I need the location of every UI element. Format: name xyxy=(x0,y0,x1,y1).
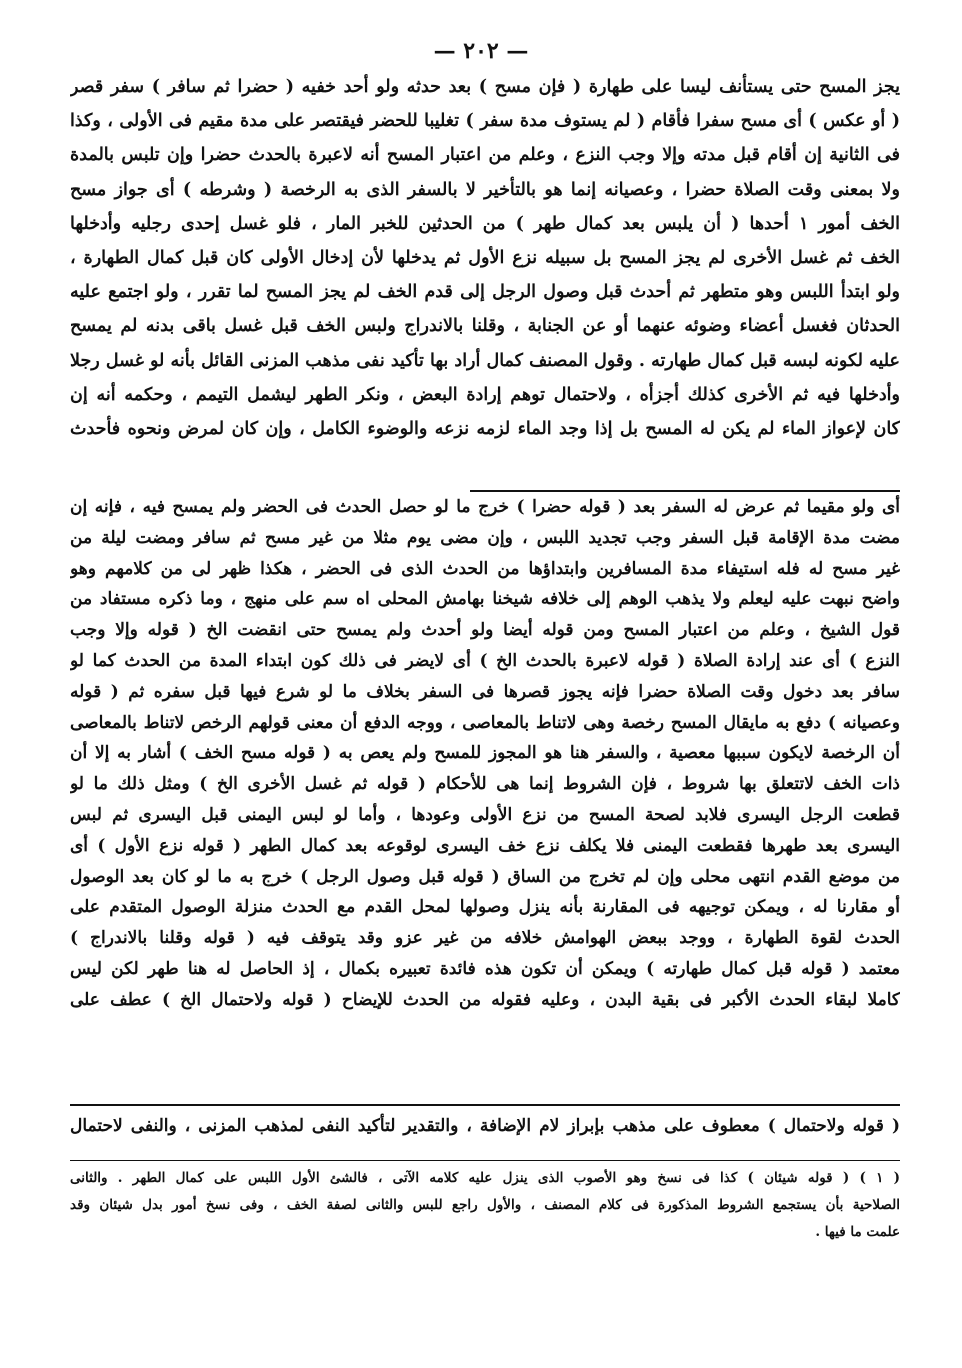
main-text-line: كان لإعواز الماء لم يكن له المسح بل إذا وجد الماء لزمه نزعه والوضوء الكامل ، وإن كان لمرض ونحوه فأحدث xyxy=(70,418,900,439)
commentary-line: الحدث لقوة الطهارة ، ووجد ببعض الهوامش خلافه من غير عزو وقد يتوقف فيه ( قوله وقلنا بالاندراج ) xyxy=(70,928,900,949)
footnote-line: الصلاحية بأن يستجمع الشروط المذكورة فى كلام المصنف ، والأول راجع للبس والثانى لصفة الخف ، وفى نسخ أمور بدل شيئان وقد xyxy=(70,1197,900,1213)
commentary-line: أى ولو مقيما ثم عرض له السفر بعد ( قوله حضرا ) خرج ما لو حصل الحدث فى الحضر ولم يمسح فيه ، فإنه إن xyxy=(70,497,900,517)
commentary-text-block xyxy=(70,492,900,1016)
continuation-line: ( قوله ولاحتمال ) معطوف على مذهب بإبراز لام الإضافة ، والتقدير لتأكيد النفى لمذهب المزنى ، والنفى لاحتمال xyxy=(70,1116,900,1136)
commentary-line: أن الرخصة لايكون سببها معصية ، والسفر هنا هو المجوز للمسح ولم يعص به ( قوله مسح الخف ) أشار به إلا أن xyxy=(70,743,900,764)
main-text-line: الخف ثم غسل الأخرى لم يجز المسح بل سبيله نزع الأول ثم يدخلها لأن إدخال الأولى كان قبل كمال الطهارة ، xyxy=(70,247,900,268)
footnote-line: علمت ما فيها . xyxy=(815,1224,900,1240)
commentary-line: سافر بعد دخول وقت الصلاة حضرا فإنه يجوز قصرها فى السفر بخلاف ما لو شرع فيها قبل سفره ثم ( قوله xyxy=(70,681,900,702)
main-text-line: ( أو عكس ) أى مسح سفرا فأقام ( لم يستوف مدة سفر ) تغليبا للحضر فيقتصر على مدة مقيم فى الأولى ، وكذا xyxy=(70,111,900,132)
continuation-text-block xyxy=(70,1108,900,1144)
main-text-line: الحدثان فغسل أعضاء وضوئه عنهما أو عن الجنابة ، وقلنا بالاندراج ولبس الخف قبل غسل باقى بدنه لم يمسح xyxy=(70,316,900,337)
commentary-line: قطعت الرجل اليسرى فلابد لصحة المسح من نزع الأولى وعودها ، وأما لو لبس اليمنى قبل اليسرى ثم لبس xyxy=(70,804,900,825)
commentary-line: كاملا لبقاء الحدث الأكبر فى بقية البدن ، وعليه فقوله من الحدث للإيضاح ( قوله ولاحتمال الخ ) عطف على xyxy=(70,989,900,1010)
commentary-line: مضت مدة الإقامة قبل السفر وجب تجديد اللبس ، وإن مضى يوم مثلا من غير مسح ثم سافر ومضت ليلة من xyxy=(70,527,900,548)
commentary-line: معتمد ( قوله قبل كمال طهارته ) ويمكن أن تكون هذه فائدة تعبيره بكمال ، إذ الحاصل له هنا طهر لكن ليس xyxy=(70,958,900,979)
main-text-line: ولو ابتدأ اللبس وهو متطهر ثم أحدث قبل وصول الرجل إلى قدم الخف لم يجز المسح لما تقرر ، ولو اجتمع عليه xyxy=(70,282,900,303)
commentary-line: من موضع القدم انتهى محلى وإن لم تخرج من الساق ( قوله قبل وصول الرجل ) خرج به ما لو كان بعد الوصول xyxy=(70,866,900,887)
commentary-line: أو مقارنا له ، ويمكن توجيهه فى المقارنة بأنه ينزل وصولها لمحل القدم مع الحدث منزلة الوصول المتقدم على xyxy=(70,897,900,918)
main-text-line: الخف أمور ١ أحدها ( أن يلبس بعد كمال طهر ) من الحدثين للخبر المار ، فلو غسل إحدى رجليه وأدخلها xyxy=(70,213,900,234)
commentary-line: قول الشيخ ، وعلم من اعتبار المسح ومن قوله أيضا ولو أحدث ولم يمسح حتى انقضت الخ ( قوله وإلا وجب xyxy=(70,620,900,641)
commentary-line: اليسرى بعد طهرها فقطعت اليمنى فلا يكلف نزع خف اليسرى لوقوعه بعد كمال الطهر ( قوله نزع الأول ) أى xyxy=(70,835,900,856)
main-text-line: عليه لكونه لبسه قبل كمال طهارته . وقول المصنف كمال أراد بها تأكيد نفى مذهب المزنى القائل بأنه لو غسل رجلا xyxy=(70,350,900,371)
main-text-block xyxy=(70,70,900,446)
commentary-line: غير مسح له فله استيفاء مدة المسافرين وابتداؤها من الحدث الذى فى الحضر ، هكذا ظهر لى من كلامهم وهو xyxy=(70,558,900,579)
main-text-line: فى الثانية إن أقام قبل مدته وإلا وجب النزع ، وعلم من اعتبار المسح أنه لاعبرة بالحدث حضرا وإن تلبس بالمدة xyxy=(70,145,900,166)
page-number: — ٢٠٢ — xyxy=(433,38,529,64)
commentary-line: وعصيانه ) دفع به مايقال المسح رخصة وهى لاتناط بالمعاصى ، ووجه الدفع أن معنى قولهم الرخص لاتناط بالمعاصى xyxy=(70,712,900,733)
commentary-line: ذات الخف لاتتعلق بها شروط ، فإن الشروط إنما هى للأحكام ( قوله ثم غسل الأخرى الخ ) ومثل ذلك ما لو xyxy=(70,774,900,795)
commentary-line: واضح نبهت عليه ليعلم ولا يذهب الوهم إلى خلافه شيخنا بهامش المحلى اه سم على منهج ، وما ذكره مستفاد من xyxy=(70,589,900,610)
section-divider xyxy=(70,1104,900,1106)
footnote-line: ( ١ ) ( قوله شيئان ) كذا فى نسخ وهو الأصوب الذى ينزل عليه كلامه الآتى ، فالشئ الأول اللبس على كمال الطهر . والثانى xyxy=(70,1170,900,1186)
footnote-divider xyxy=(70,1160,900,1161)
main-text-line: وأدخلها فيه ثم الأخرى كذلك أجزأه ، ولاحتمال توهم إرادة البعض ، ونكر الطهر ليشمل التيمم ، وحكمه أنه إن xyxy=(70,384,900,405)
commentary-line: النزع ) أى عند إرادة الصلاة ( قوله لاعبرة بالحدث الخ ) أى لايضر فى ذلك كون ابتداء المدة من الحدث كما لو xyxy=(70,650,900,671)
footnote-block xyxy=(70,1165,900,1246)
main-text-line: يجز المسح حتى يستأنف ليسا على طهارة ( فإن مسح ) بعد حدثه ولو أحد خفيه ( حضرا ثم سافر ) سفر قصر xyxy=(70,77,900,97)
main-text-line: ولا بمعنى وقت الصلاة حضرا ، وعصيانه إنما هو بالتأخير لا بالسفر الذى به الرخصة ( وشرطه ) أى جواز مسح xyxy=(70,179,900,200)
